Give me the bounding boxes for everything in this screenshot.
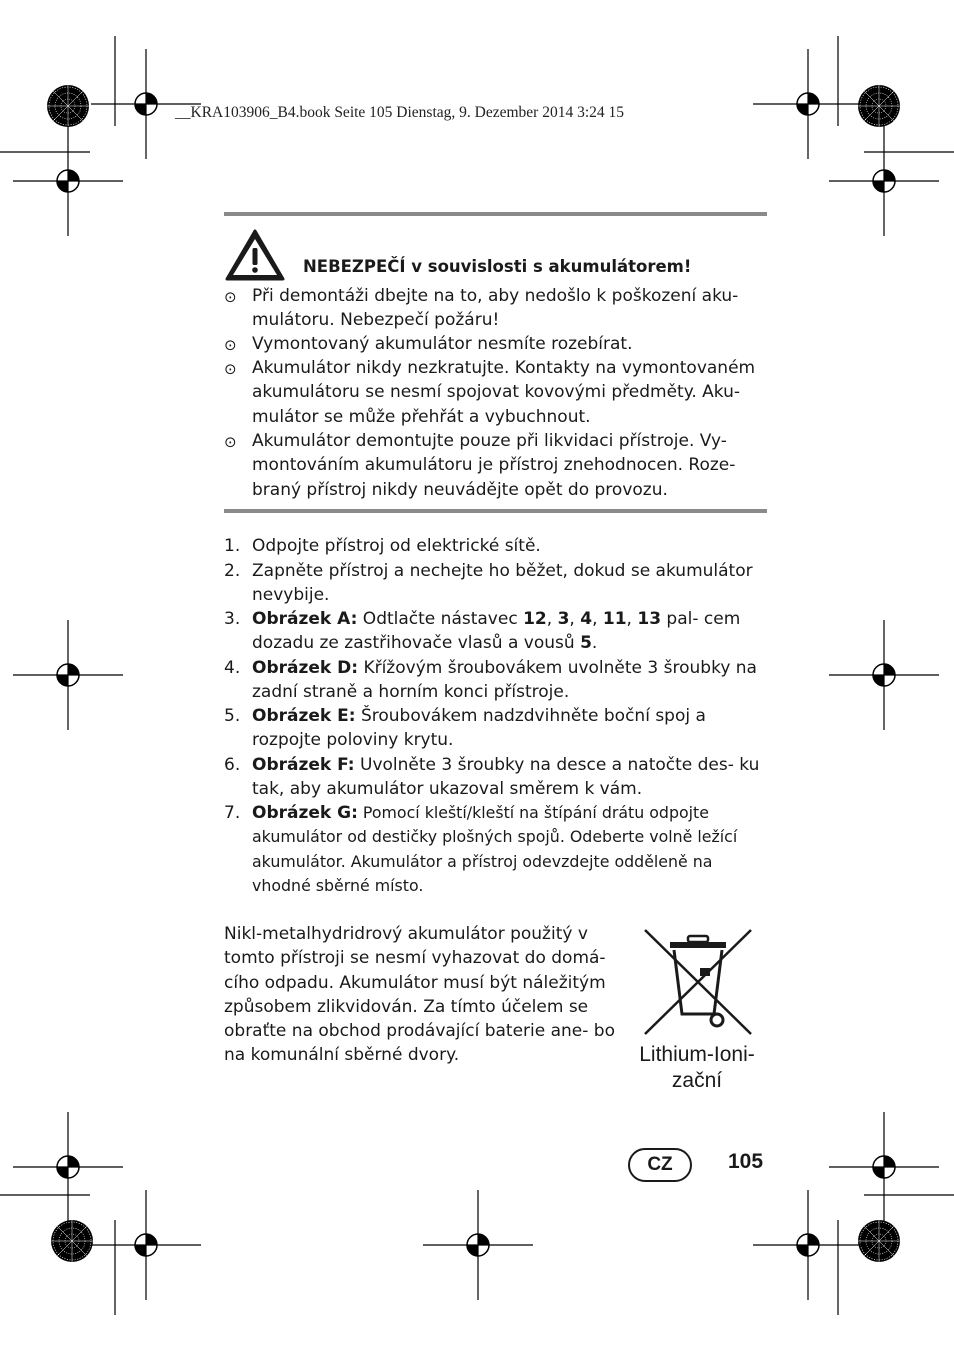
step-6: 6. Obrázek F: Uvolněte 3 šroubky na desce a natočte des- ku tak, aby akumulátor ukazoval směrem k vám. — [224, 755, 760, 800]
warning-triangle-icon — [224, 228, 286, 282]
step-3: 3. Obrázek A: Odtlačte nástavec 12, 3, 4, 11, 13 pal- cem dozadu ze zastřihovače vlasů a vousů 5. — [224, 609, 741, 654]
language-badge: CZ — [628, 1148, 692, 1182]
warning-item-4: ⊙ Akumulátor demontujte pouze při likvidaci přístroje. Vy- montováním akumulátoru je přístroj znehodnocen. Roze- braný přístroj nikdy neuvádějte opět do provozu. — [224, 431, 736, 500]
step-1: 1. Odpojte přístroj od elektrické sítě. — [224, 536, 541, 556]
bullet-target-icon: ⊙ — [224, 433, 237, 451]
step-7: 7. Obrázek G: Pomocí kleští/kleští na štípání drátu odpojte akumulátor od destičky plošných spojů. Odeberte volně ležící akumulátor. Akumulátor a přístroj odevzdejte odděleně na vhodné sběrné místo. — [224, 803, 738, 895]
page-number: 105 — [728, 1150, 764, 1173]
step-2: 2. Zapněte přístroj a nechejte ho běžet, dokud se akumulátor nevybije. — [224, 561, 753, 606]
warning-title: NEBEZPEČÍ v souvislosti s akumulátorem! — [303, 257, 692, 276]
crossed-out-wheelie-bin-icon — [643, 928, 755, 1038]
step-4: 4. Obrázek D: Křížovým šroubovákem uvolněte 3 šroubky na zadní straně a horním konci přístroje. — [224, 658, 757, 703]
battery-type-caption: Lithium-Ioni- zační — [639, 1043, 755, 1092]
bullet-target-icon: ⊙ — [224, 288, 237, 306]
warning-item-1: ⊙ Při demontáži dbejte na to, aby nedošlo k poškození aku- mulátoru. Nebezpečí požáru! — [224, 286, 739, 331]
step-5: 5. Obrázek E: Šroubovákem nadzdvihněte boční spoj a rozpojte poloviny krytu. — [224, 706, 706, 751]
disposal-paragraph: Nikl-metalhydridrový akumulátor použitý v tomto přístroji se nesmí vyhazovat do domá- cího odpadu. Akumulátor musí být náležitým způsobem zlikvidován. Za tímto účelem se obraťte na obchod prodávající baterie ane- bo na komunální sběrné dvory. — [224, 924, 615, 1066]
file-header-line: __KRA103906_B4.book Seite 105 Dienstag, 9. Dezember 2014 3:24 15 — [175, 104, 625, 121]
bullet-target-icon: ⊙ — [224, 360, 237, 378]
bullet-target-icon: ⊙ — [224, 336, 237, 354]
warning-top-rule — [224, 212, 767, 216]
warning-bottom-rule — [224, 509, 767, 513]
warning-item-3: ⊙ Akumulátor nikdy nezkratujte. Kontakty na vymontovaném akumulátoru se nesmí spojovat kovovými předměty. Aku- mulátor se může přehřát a vybuchnout. — [224, 358, 756, 427]
warning-item-2: ⊙ Vymontovaný akumulátor nesmíte rozebírat. — [224, 334, 633, 354]
